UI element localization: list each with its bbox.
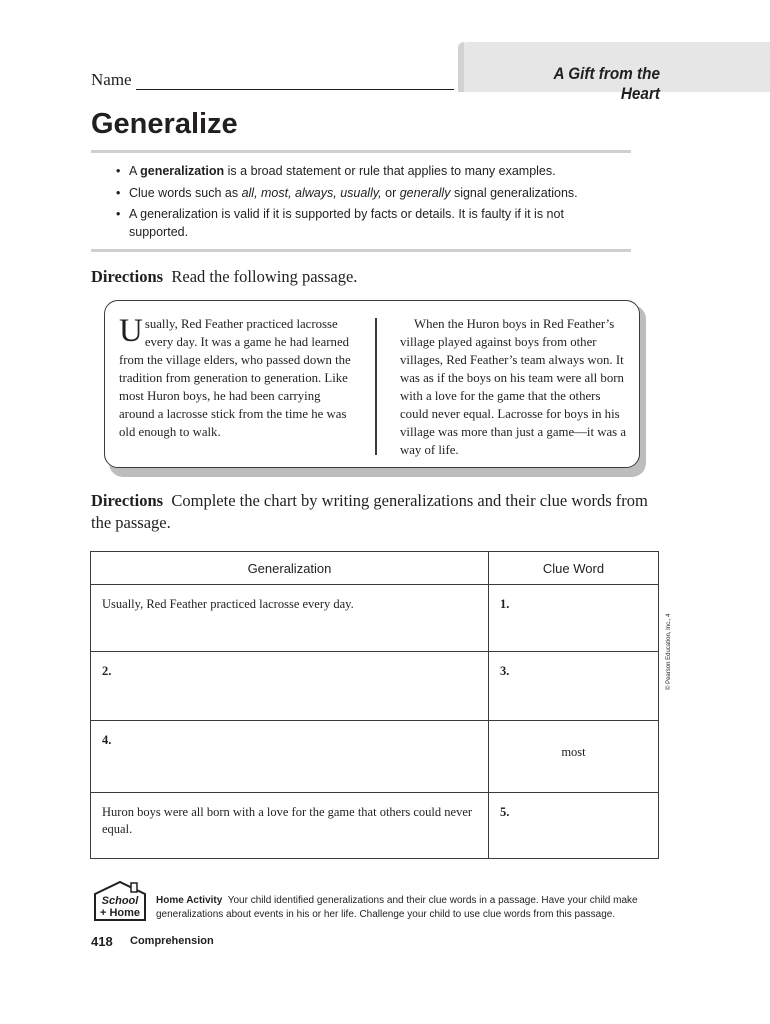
bullet-item: • A generalization is a broad statement or rule that applies to many examples. [116, 164, 556, 178]
directions-complete: Directions Complete the chart by writing generalizations and their clue words from the passage. [91, 491, 648, 532]
generalization-cell[interactable]: Huron boys were all born with a love for the game that others could never equal. [91, 793, 489, 859]
bullet-item: • A generalization is valid if it is supported by facts or details. It is faulty if it is not supported. [116, 207, 564, 239]
name-label: Name [91, 70, 132, 89]
clue-word-header: Clue Word [488, 552, 658, 585]
generalization-header: Generalization [91, 552, 489, 585]
top-divider [91, 150, 631, 153]
directions-read: Directions Read the following passage. [91, 267, 358, 286]
passage-column-1: Usually, Red Feather practiced lacrosse every day. It was a game he had learned from the village elders, who passed down the tradition from generation to generation. Like most Huron boys, he had been carrying around a lacrosse stick from the time he was old enough to walk. [119, 313, 351, 439]
copyright-notice: © Pearson Education, Inc., 4 [666, 613, 672, 690]
drop-cap: U [119, 313, 143, 349]
story-title: A Gift from the Heart [553, 64, 660, 103]
clue-word-cell[interactable]: 3. [488, 652, 658, 721]
passage-divider [375, 318, 377, 455]
generalization-cell[interactable]: 2. [91, 652, 489, 721]
table-row [91, 793, 659, 859]
table-header-row [91, 552, 659, 585]
bullet-list [112, 163, 612, 245]
name-underline[interactable] [136, 72, 454, 90]
page-number: 418 [91, 934, 113, 949]
name-field[interactable] [91, 70, 454, 90]
home-activity: Home Activity Your child identified generalizations and their clue words in a passage. Have your child make generalizations about events in his or her life. Challenge your child to use clue words from this passage. [156, 895, 638, 920]
generalization-cell[interactable]: Usually, Red Feather practiced lacrosse every day. [91, 585, 489, 652]
bullet-item: • Clue words such as all, most, always, usually, or generally signal generalizations. [116, 185, 578, 200]
logo-line-2: + Home [99, 907, 141, 919]
bottom-divider [91, 249, 631, 252]
clue-word-cell[interactable]: 1. [488, 585, 658, 652]
generalization-chart [90, 551, 659, 859]
table-row [91, 721, 659, 793]
logo-line-1: School [101, 895, 139, 907]
clue-word-cell[interactable]: 5. [488, 793, 658, 859]
clue-word-cell[interactable]: most [488, 721, 658, 793]
table-row [91, 652, 659, 721]
table-row [91, 585, 659, 652]
page-title: Generalize [91, 108, 238, 140]
passage-column-2: When the Huron boys in Red Feather’s village played against boys from other villages, Red Feather’s team always won. It was as if the boys on his team were all born with a love for the game that the others could never equal. Lacrosse for boys in his village was more than just a game—it was a way of life. [400, 317, 627, 457]
section-label: Comprehension [130, 935, 214, 947]
generalization-cell[interactable]: 4. [91, 721, 489, 793]
school-home-logo [91, 880, 149, 922]
